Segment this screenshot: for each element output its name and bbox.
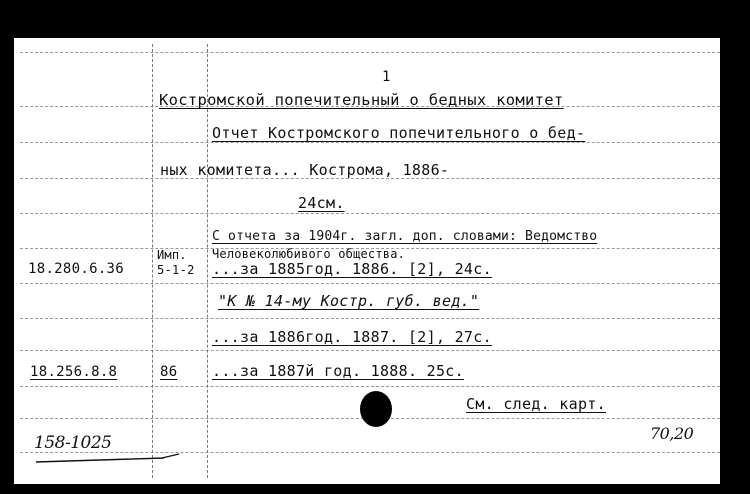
bottom-right-mark: 70,20 bbox=[650, 424, 694, 443]
call-number-1-extra: 5-1-2 bbox=[157, 263, 195, 277]
size-line: 24см. bbox=[298, 194, 345, 212]
card-rule bbox=[20, 318, 720, 319]
card-rule bbox=[20, 52, 720, 53]
card-rule bbox=[20, 350, 720, 351]
catalog-card bbox=[14, 38, 720, 484]
call-number-2: 18.256.8.8 bbox=[30, 364, 118, 380]
margin-line-right bbox=[207, 44, 208, 478]
issue-1886: ...за 1886год. 1887. [2], 27с. bbox=[212, 328, 492, 346]
call-number-2-extra: 86 bbox=[160, 364, 178, 380]
imp-label: Имп. bbox=[157, 248, 187, 262]
supplement-line: "К № 14-му Костр. губ. вед." bbox=[218, 292, 480, 310]
title-line-2: ных комитета... Кострома, 1886- bbox=[160, 161, 450, 179]
card-heading: Костромской попечительный о бедных комитет bbox=[159, 91, 564, 109]
card-rule bbox=[20, 142, 720, 143]
issue-1885: ...за 1885год. 1886. [2], 24с. bbox=[212, 260, 492, 278]
see-next-card: См. след. карт. bbox=[466, 395, 606, 413]
card-rule bbox=[20, 213, 720, 214]
issue-1887: ...за 1887й год. 1888. 25с. bbox=[212, 362, 464, 380]
note-line-1: С отчета за 1904г. загл. доп. словами: Ведомство bbox=[212, 229, 598, 244]
bottom-left-code: 158-1025 bbox=[34, 433, 112, 453]
card-rule bbox=[20, 283, 720, 284]
card-rule bbox=[20, 386, 720, 387]
call-number-1: 18.280.6.36 bbox=[28, 261, 125, 277]
title-line-1: Отчет Костромского попечительного о бед- bbox=[212, 124, 586, 142]
margin-line-left bbox=[152, 44, 153, 478]
ink-blot bbox=[360, 391, 392, 427]
note-line-2: Человеколюбивого общества. bbox=[212, 247, 406, 261]
page-number: 1 bbox=[382, 69, 391, 85]
bottom-left-underline bbox=[34, 452, 184, 468]
